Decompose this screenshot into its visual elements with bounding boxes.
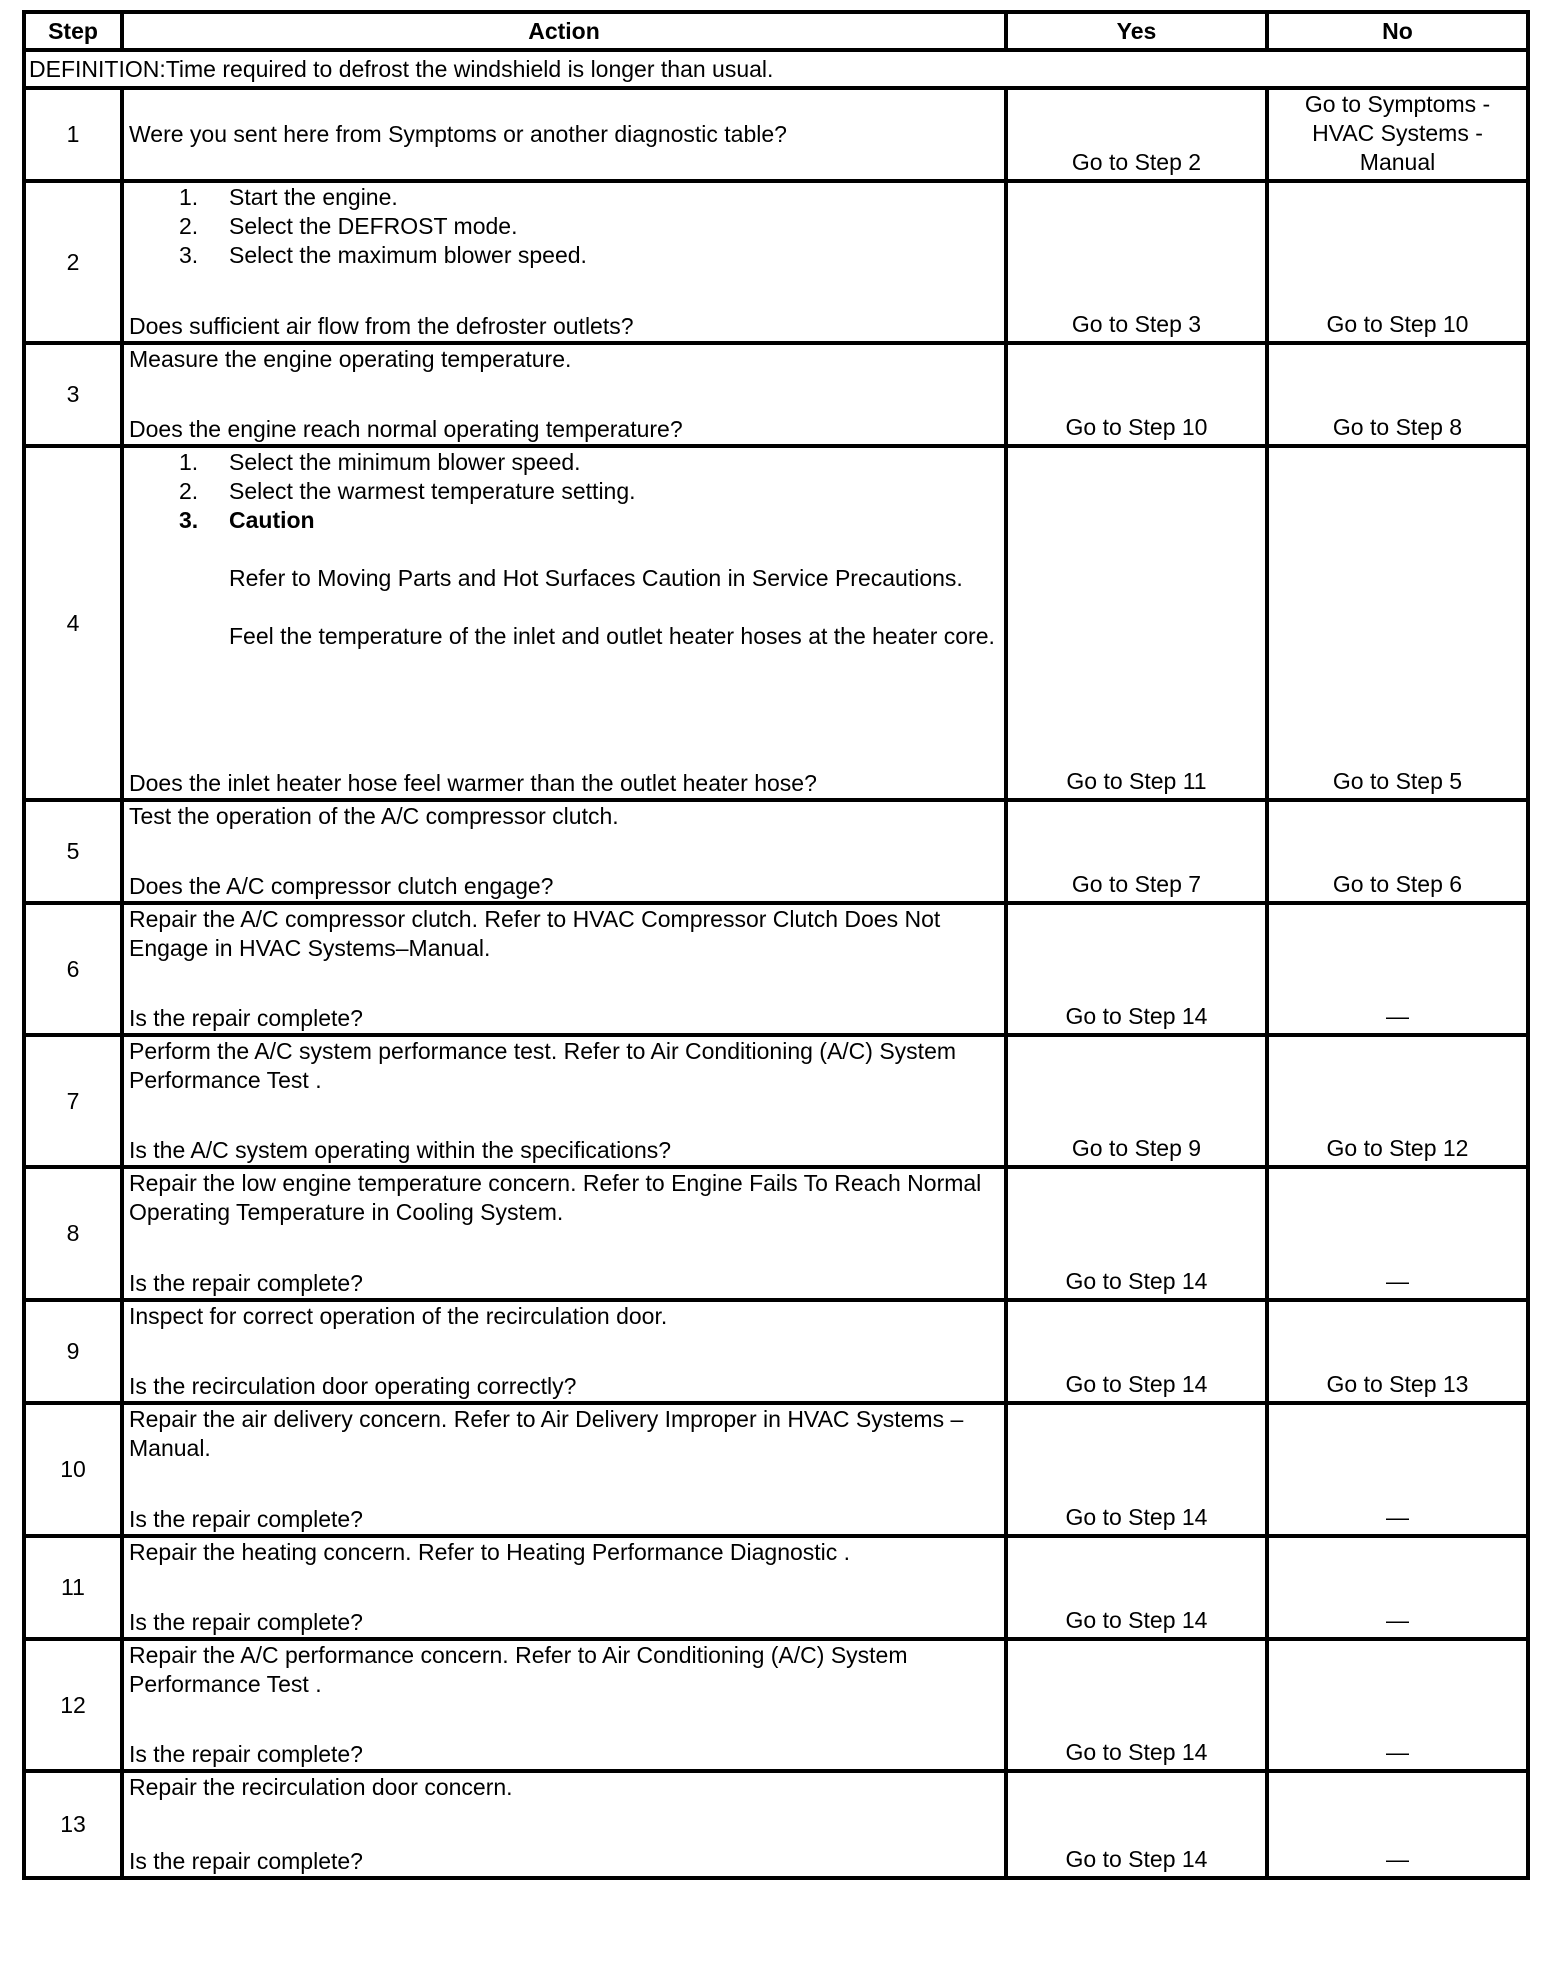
list-text: Caution	[229, 507, 315, 533]
table-row	[24, 1536, 1528, 1639]
step-number: 11	[24, 1536, 122, 1639]
action-content	[129, 183, 999, 341]
table-row	[24, 1167, 1528, 1300]
definition-text: DEFINITION:Time required to defrost the windshield is longer than usual.	[24, 50, 1528, 88]
action-list-item	[129, 241, 999, 270]
no-result: Go to Step 12	[1267, 1035, 1528, 1167]
step-number: 8	[24, 1167, 122, 1300]
action-list-item	[129, 212, 999, 241]
step-number: 5	[24, 800, 122, 903]
action-question: Is the repair complete?	[129, 1741, 363, 1767]
yes-result: Go to Step 14	[1006, 1639, 1267, 1771]
no-result: —	[1267, 1167, 1528, 1300]
yes-result: Go to Step 2	[1006, 88, 1267, 181]
table-row	[24, 88, 1528, 181]
action-content	[129, 90, 999, 179]
yes-result: Go to Step 10	[1006, 343, 1267, 446]
action-question: Is the repair complete?	[129, 1609, 363, 1635]
action-content	[129, 1773, 999, 1876]
action-text: Repair the air delivery concern. Refer to Air Delivery Improper in HVAC Systems – Manual.	[129, 1406, 964, 1461]
action-text: Inspect for correct operation of the recirculation door.	[129, 1303, 668, 1329]
yes-result: Go to Step 11	[1006, 446, 1267, 800]
no-result: Go to Step 6	[1267, 800, 1528, 903]
action-question: Does sufficient air flow from the defroster outlets?	[129, 313, 634, 339]
action-cell	[122, 903, 1006, 1035]
action-cell	[122, 1403, 1006, 1536]
action-cell	[122, 1639, 1006, 1771]
action-cell	[122, 800, 1006, 903]
table-row	[24, 800, 1528, 903]
list-text: Select the minimum blower speed.	[229, 449, 581, 475]
action-question: Is the repair complete?	[129, 1005, 363, 1031]
action-cell	[122, 88, 1006, 181]
yes-result: Go to Step 14	[1006, 1771, 1267, 1878]
table-row	[24, 1300, 1528, 1403]
step-number: 9	[24, 1300, 122, 1403]
list-text: Select the DEFROST mode.	[229, 213, 518, 239]
action-paragraph: Refer to Moving Parts and Hot Surfaces Caution in Service Precautions.	[229, 565, 963, 591]
table-row	[24, 1639, 1528, 1771]
action-text: Repair the low engine temperature concern. Refer to Engine Fails To Reach Normal Operating Temperature in Cooling System.	[129, 1170, 982, 1225]
action-question: Does the engine reach normal operating temperature?	[129, 416, 683, 442]
header-no: No	[1267, 12, 1528, 50]
action-cell	[122, 1771, 1006, 1878]
step-number: 6	[24, 903, 122, 1035]
yes-result: Go to Step 9	[1006, 1035, 1267, 1167]
yes-result: Go to Step 14	[1006, 903, 1267, 1035]
action-content	[129, 1302, 999, 1401]
action-text: Measure the engine operating temperature.	[129, 346, 572, 372]
action-question: Does the A/C compressor clutch engage?	[129, 873, 554, 899]
action-content	[129, 1169, 999, 1298]
step-number: 4	[24, 446, 122, 800]
action-cell	[122, 1300, 1006, 1403]
action-text: Repair the heating concern. Refer to Heating Performance Diagnostic .	[129, 1539, 851, 1565]
action-question: Is the A/C system operating within the specifications?	[129, 1137, 672, 1163]
yes-result: Go to Step 14	[1006, 1167, 1267, 1300]
no-result: Go to Symptoms - HVAC Systems - Manual	[1267, 88, 1528, 181]
action-content	[129, 345, 999, 444]
action-cell	[122, 446, 1006, 800]
table-row	[24, 446, 1528, 800]
no-result: —	[1267, 903, 1528, 1035]
yes-result: Go to Step 14	[1006, 1536, 1267, 1639]
header-action: Action	[122, 12, 1006, 50]
action-question: Does the inlet heater hose feel warmer than the outlet heater hose?	[129, 770, 817, 796]
action-list-item	[129, 506, 999, 535]
yes-result: Go to Step 7	[1006, 800, 1267, 903]
step-number: 10	[24, 1403, 122, 1536]
action-content	[129, 905, 999, 1033]
action-cell	[122, 1536, 1006, 1639]
action-question: Is the repair complete?	[129, 1848, 363, 1874]
action-content	[129, 1405, 999, 1534]
list-text: Start the engine.	[229, 184, 398, 210]
step-number: 2	[24, 181, 122, 343]
step-number: 3	[24, 343, 122, 446]
no-result: —	[1267, 1536, 1528, 1639]
list-number: 1.	[179, 184, 199, 210]
diagnostic-table	[22, 10, 1530, 1880]
action-content	[129, 448, 999, 798]
list-text: Select the warmest temperature setting.	[229, 478, 636, 504]
action-list-item	[129, 448, 999, 477]
step-number: 13	[24, 1771, 122, 1878]
yes-result: Go to Step 14	[1006, 1403, 1267, 1536]
header-row	[24, 12, 1528, 50]
action-question: Is the repair complete?	[129, 1270, 363, 1296]
list-text: Select the maximum blower speed.	[229, 242, 587, 268]
action-content	[129, 802, 999, 901]
step-number: 12	[24, 1639, 122, 1771]
action-question: Is the recirculation door operating correctly?	[129, 1373, 577, 1399]
action-text: Were you sent here from Symptoms or another diagnostic table?	[129, 121, 787, 147]
action-cell	[122, 1167, 1006, 1300]
no-result: Go to Step 10	[1267, 181, 1528, 343]
action-text: Perform the A/C system performance test. Refer to Air Conditioning (A/C) System Performance Test .	[129, 1038, 957, 1093]
action-text: Test the operation of the A/C compressor clutch.	[129, 803, 619, 829]
no-result: Go to Step 8	[1267, 343, 1528, 446]
yes-result: Go to Step 14	[1006, 1300, 1267, 1403]
table-row	[24, 1771, 1528, 1878]
action-text: Repair the A/C compressor clutch. Refer to HVAC Compressor Clutch Does Not Engage in HVAC Systems–Manual.	[129, 906, 941, 961]
action-text: Repair the A/C performance concern. Refer to Air Conditioning (A/C) System Performance Test .	[129, 1642, 908, 1697]
action-content	[129, 1538, 999, 1637]
no-result: —	[1267, 1639, 1528, 1771]
no-result: Go to Step 5	[1267, 446, 1528, 800]
action-list-item	[129, 477, 999, 506]
header-step: Step	[24, 12, 122, 50]
step-number: 1	[24, 88, 122, 181]
list-number: 2.	[179, 478, 199, 504]
list-number: 3.	[179, 507, 199, 533]
action-cell	[122, 343, 1006, 446]
list-number: 1.	[179, 449, 199, 475]
action-content	[129, 1641, 999, 1769]
yes-result: Go to Step 3	[1006, 181, 1267, 343]
no-result: Go to Step 13	[1267, 1300, 1528, 1403]
action-cell	[122, 181, 1006, 343]
step-number: 7	[24, 1035, 122, 1167]
no-result: —	[1267, 1771, 1528, 1878]
action-content	[129, 1037, 999, 1165]
header-yes: Yes	[1006, 12, 1267, 50]
no-result: —	[1267, 1403, 1528, 1536]
table-row	[24, 181, 1528, 343]
action-question: Is the repair complete?	[129, 1506, 363, 1532]
list-number: 3.	[179, 242, 199, 268]
action-list-item	[129, 183, 999, 212]
definition-row	[24, 50, 1528, 88]
list-number: 2.	[179, 213, 199, 239]
table-row	[24, 903, 1528, 1035]
table-row	[24, 1035, 1528, 1167]
action-cell	[122, 1035, 1006, 1167]
table-row	[24, 1403, 1528, 1536]
action-text: Repair the recirculation door concern.	[129, 1774, 513, 1800]
action-paragraph: Feel the temperature of the inlet and outlet heater hoses at the heater core.	[229, 623, 995, 649]
table-row	[24, 343, 1528, 446]
